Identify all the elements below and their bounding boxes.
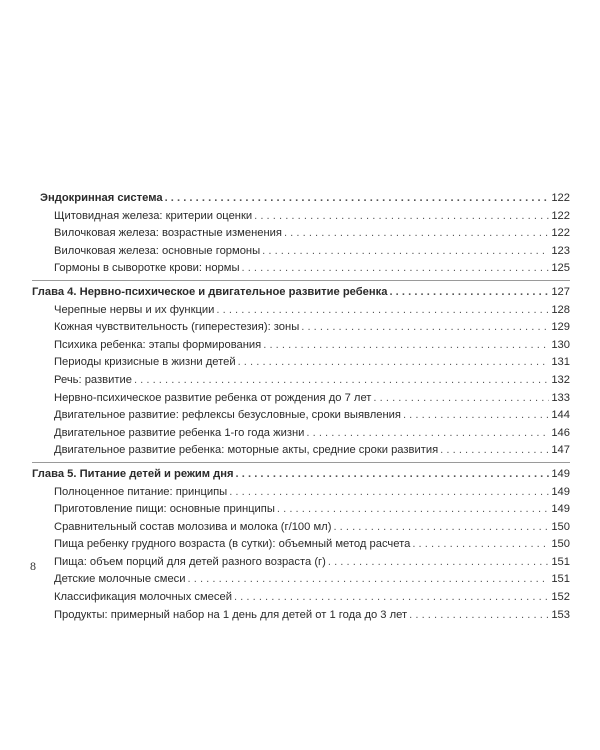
toc-leader-dots xyxy=(254,208,549,226)
toc-entry[interactable] xyxy=(32,337,570,355)
toc-entry[interactable] xyxy=(32,442,570,460)
chapter-divider xyxy=(32,280,570,281)
toc-entry-title: Вилочковая железа: возрастные изменения xyxy=(54,227,282,240)
toc-entry-title: Периоды кризисные в жизни детей xyxy=(54,356,236,369)
toc-entry-page: 122 xyxy=(551,227,570,240)
toc-entry[interactable] xyxy=(32,571,570,589)
toc-entry-page: 133 xyxy=(551,391,570,404)
toc-leader-dots xyxy=(236,466,550,484)
toc-entry-title: Речь: развитие xyxy=(54,373,132,386)
toc-chapter-5[interactable] xyxy=(32,466,570,484)
toc-entry-page: 123 xyxy=(551,244,570,257)
toc-entry[interactable] xyxy=(32,302,570,320)
toc-entry-page: 151 xyxy=(551,555,570,568)
toc-entry-title: Черепные нервы и их функции xyxy=(54,303,215,316)
toc-entry-page: 152 xyxy=(551,591,570,604)
toc-leader-dots xyxy=(373,390,549,408)
toc-entry-title: Пища ребенку грудного возраста (в сутки): объемный метод расчета xyxy=(54,538,411,551)
toc-entry[interactable] xyxy=(32,225,570,243)
toc-chapter-4[interactable] xyxy=(32,284,570,302)
toc-entry-title: Вилочковая железа: основные гормоны xyxy=(54,244,261,257)
chapter-divider xyxy=(32,462,570,463)
toc-entry[interactable] xyxy=(32,260,570,278)
toc-entry-title: Щитовидная железа: критерии оценки xyxy=(54,209,253,222)
toc-entry[interactable] xyxy=(32,354,570,372)
toc-entry-page: 149 xyxy=(551,467,570,480)
toc-entry-page: 132 xyxy=(551,373,570,386)
toc-entry-title: Кожная чувствительность (гиперестезия): зоны xyxy=(54,321,300,334)
toc-entry-page: 150 xyxy=(551,520,570,533)
toc-entry-title: Полноценное питание: принципы xyxy=(54,485,228,498)
toc-leader-dots xyxy=(284,225,549,243)
toc-entry-page: 151 xyxy=(551,573,570,586)
toc-entry-title: Эндокринная система xyxy=(40,192,163,204)
toc-chapter-title: Глава 4. Нервно-психическое и двигательное развитие ребенка xyxy=(32,285,388,298)
toc-leader-dots xyxy=(301,319,549,337)
toc-entry[interactable] xyxy=(32,607,570,625)
toc-chapter-title: Глава 5. Питание детей и режим дня xyxy=(32,467,234,480)
toc-leader-dots xyxy=(403,407,549,425)
toc-section-endocrine[interactable] xyxy=(32,190,570,208)
toc-entry-page: 129 xyxy=(551,321,570,334)
toc-entry[interactable] xyxy=(32,372,570,390)
toc-leader-dots xyxy=(238,354,550,372)
toc-leader-dots xyxy=(216,302,549,320)
toc-entry[interactable] xyxy=(32,501,570,519)
table-of-contents xyxy=(32,190,570,624)
toc-entry-title: Гормоны в сыворотке крови: нормы xyxy=(54,262,240,275)
toc-leader-dots xyxy=(389,284,549,302)
toc-entry-title: Нервно-психическое развитие ребенка от рождения до 7 лет xyxy=(54,391,372,404)
toc-leader-dots xyxy=(409,607,549,625)
toc-entry[interactable] xyxy=(32,519,570,537)
toc-entry[interactable] xyxy=(32,589,570,607)
toc-entry-title: Продукты: примерный набор на 1 день для детей от 1 года до 3 лет xyxy=(54,608,408,621)
toc-entry-page: 153 xyxy=(551,608,570,621)
toc-leader-dots xyxy=(306,425,549,443)
toc-leader-dots xyxy=(165,190,550,208)
toc-entry[interactable] xyxy=(32,425,570,443)
toc-entry-page: 147 xyxy=(551,444,570,457)
toc-entry-title: Приготовление пищи: основные принципы xyxy=(54,503,275,516)
toc-entry-page: 128 xyxy=(551,303,570,316)
toc-entry[interactable] xyxy=(32,554,570,572)
toc-leader-dots xyxy=(333,519,549,537)
toc-entry[interactable] xyxy=(32,390,570,408)
toc-entry[interactable] xyxy=(32,536,570,554)
toc-entry-page: 122 xyxy=(551,209,570,222)
toc-leader-dots xyxy=(412,536,549,554)
toc-entry-page: 127 xyxy=(551,285,570,298)
toc-entry-title: Пища: объем порций для детей разного возраста (г) xyxy=(54,555,326,568)
toc-leader-dots xyxy=(263,337,549,355)
toc-entry-title: Двигательное развитие ребенка: моторные акты, средние сроки развития xyxy=(54,444,439,457)
toc-leader-dots xyxy=(277,501,549,519)
toc-entry[interactable] xyxy=(32,243,570,261)
toc-leader-dots xyxy=(229,484,549,502)
toc-entry-page: 125 xyxy=(551,262,570,275)
toc-entry-page: 149 xyxy=(551,485,570,498)
toc-entry-page: 146 xyxy=(551,426,570,439)
toc-leader-dots xyxy=(262,243,549,261)
toc-leader-dots xyxy=(188,571,550,589)
toc-entry[interactable] xyxy=(32,208,570,226)
toc-entry-page: 122 xyxy=(551,192,570,204)
toc-entry-page: 150 xyxy=(551,538,570,551)
toc-entry-page: 149 xyxy=(551,503,570,516)
toc-entry-page: 144 xyxy=(551,409,570,422)
toc-entry[interactable] xyxy=(32,407,570,425)
toc-entry-title: Детские молочные смеси xyxy=(54,573,186,586)
toc-leader-dots xyxy=(234,589,549,607)
toc-leader-dots xyxy=(328,554,549,572)
toc-entry-page: 130 xyxy=(551,338,570,351)
toc-entry[interactable] xyxy=(32,484,570,502)
toc-entry-title: Психика ребенка: этапы формирования xyxy=(54,338,262,351)
toc-entry-title: Двигательное развитие: рефлексы безусловные, сроки выявления xyxy=(54,409,401,422)
toc-entry[interactable] xyxy=(32,319,570,337)
toc-leader-dots xyxy=(242,260,550,278)
toc-leader-dots xyxy=(134,372,549,390)
toc-entry-title: Сравнительный состав молозива и молока (г/100 мл) xyxy=(54,520,332,533)
toc-entry-title: Классификация молочных смесей xyxy=(54,591,232,604)
page-number: 8 xyxy=(30,559,36,573)
toc-leader-dots xyxy=(440,442,549,460)
toc-entry-title: Двигательное развитие ребенка 1-го года жизни xyxy=(54,426,305,439)
toc-entry-page: 131 xyxy=(551,356,570,369)
